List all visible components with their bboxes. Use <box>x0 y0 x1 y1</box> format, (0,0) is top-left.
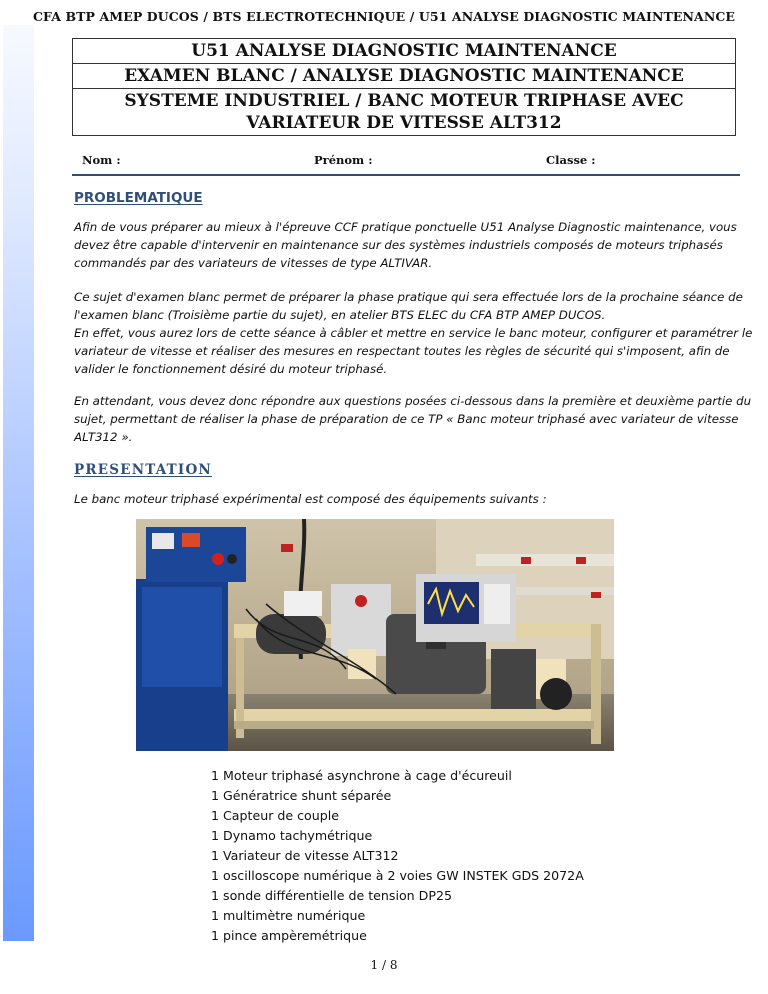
presentation-intro: Le banc moteur triphasé expérimental est composé des équipements suivants : <box>74 492 547 506</box>
title-box <box>72 38 736 136</box>
list-item: 1 Génératrice shunt séparée <box>211 788 392 803</box>
classe-field[interactable]: Classe : <box>546 153 596 167</box>
equipment-list <box>211 766 584 946</box>
list-item: 1 Dynamo tachymétrique <box>211 828 373 843</box>
list-item: 1 Capteur de couple <box>211 808 339 823</box>
running-header: CFA BTP AMEP DUCOS / BTS ELECTROTECHNIQUE / U51 ANALYSE DIAGNOSTIC MAINTENANCE <box>32 9 736 24</box>
page-number: 1 / 8 <box>370 958 398 972</box>
motor-bench-illustration <box>136 519 614 751</box>
list-item: 1 Moteur triphasé asynchrone à cage d'écureuil <box>211 768 512 783</box>
problematique-paragraph-2a: Ce sujet d'examen blanc permet de préparer la phase pratique qui sera effectuée lors de la prochaine séance de l'examen blanc (Troisième partie du sujet), en atelier BTS ELEC du CFA BTP AMEP DUCOS. <box>74 290 743 322</box>
list-item: 1 multimètre numérique <box>211 908 366 923</box>
list-item: 1 oscilloscope numérique à 2 voies GW INSTEK GDS 2072A <box>211 868 584 883</box>
list-item: 1 sonde différentielle de tension DP25 <box>211 888 452 903</box>
title-line-1: U51 ANALYSE DIAGNOSTIC MAINTENANCE <box>191 41 617 61</box>
problematique-paragraph-2b: En effet, vous aurez lors de cette séance à câbler et mettre en service le banc moteur, configurer et paramétrer le variateur de vitesse et réaliser des mesures en respectant toutes les règles de sécurité qui s'imposent, afin de valider le fonctionnement désiré du moteur triphasé. <box>74 326 753 376</box>
nom-field[interactable]: Nom : <box>82 153 121 167</box>
student-id-line <box>72 152 740 176</box>
title-line-3-4 <box>73 88 735 135</box>
problematique-paragraph-3: En attendant, vous devez donc répondre aux questions posées ci-dessous dans la première et deuxième partie du sujet, permettant de réaliser la phase de préparation de ce TP « Banc moteur triphasé avec variateur de vitesse ALT312 ». <box>74 394 752 444</box>
presentation-heading: PRESENTATION <box>74 462 212 478</box>
problematique-heading: PROBLEMATIQUE <box>74 190 203 206</box>
prenom-field[interactable]: Prénom : <box>314 153 373 167</box>
motor-bench-photo <box>136 519 614 751</box>
title-line-3: SYSTEME INDUSTRIEL / BANC MOTEUR TRIPHASE AVEC <box>124 91 684 111</box>
page-side-decoration <box>3 25 34 941</box>
title-line-4: VARIATEUR DE VITESSE ALT312 <box>246 113 562 133</box>
list-item: 1 Variateur de vitesse ALT312 <box>211 848 399 863</box>
list-item: 1 pince ampèremétrique <box>211 928 367 943</box>
title-line-2: EXAMEN BLANC / ANALYSE DIAGNOSTIC MAINTENANCE <box>73 63 735 88</box>
problematique-paragraph-1: Afin de vous préparer au mieux à l'épreuve CCF pratique ponctuelle U51 Analyse Diagnostic maintenance, vous devez être capable d'intervenir en maintenance sur des systèmes industriels composés de moteurs triphasés commandés par des variateurs de vitesses de type ALTIVAR. <box>74 220 737 270</box>
